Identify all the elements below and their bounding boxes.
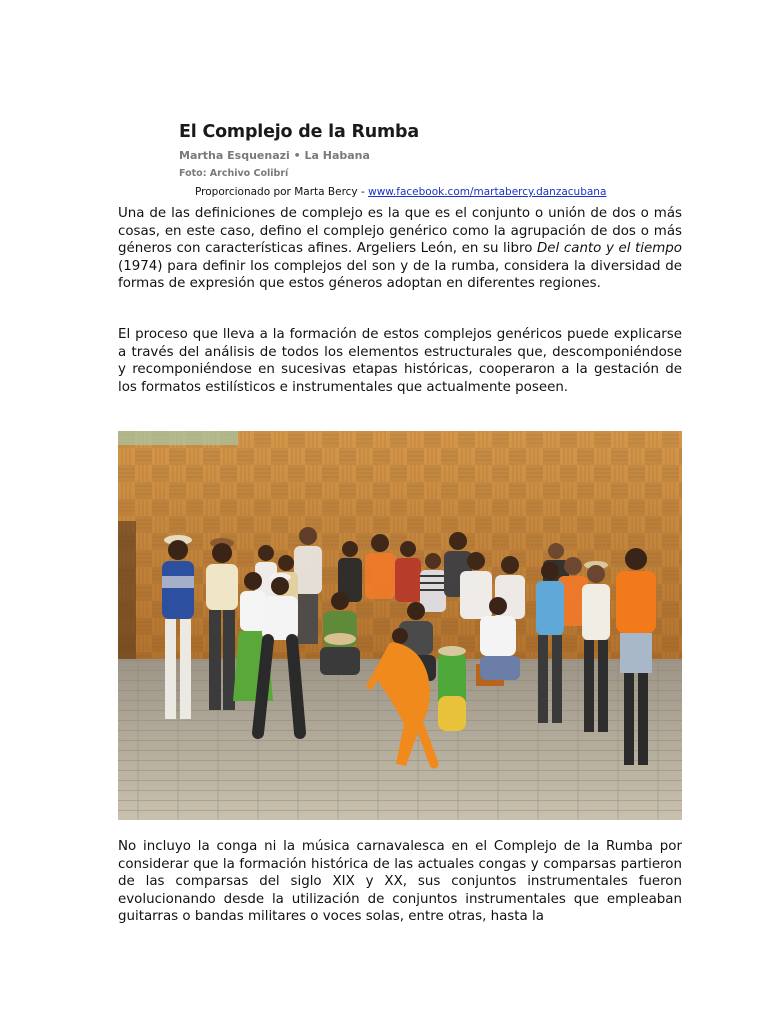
paragraph-3: No incluyo la conga ni la música carnavalesca en el Complejo de la Rumba por considerar que la formación histórica de las actuales congas y comparsas partieron de las comparsas del siglo XIX y XX, sus conjuntos instrumentales fueron evolucionando desde la utilización de conjuntos instrumentales que empleaban guitarras o bandas militares o voces solas, entre otras, hasta la xyxy=(118,839,682,924)
paragraph-1 xyxy=(118,205,682,293)
paragraph-2: El proceso que lleva a la formación de estos complejos genéricos puede explicarse a través del análisis de todos los elementos estructurales que, descomponiéndose y recomponiéndose en sucesivas etapas históricas, cooperaron a la gestación de los formatos estilísticos e instrumentales que actualmente poseen. xyxy=(118,327,682,395)
book-title: Del canto y el tiempo xyxy=(537,241,682,256)
article-title: El Complejo de la Rumba xyxy=(179,122,419,142)
group-photo-illustration xyxy=(118,431,682,820)
article-byline: Martha Esquenazi • La Habana xyxy=(179,149,370,162)
group-photo xyxy=(118,431,682,820)
photo-credit: Foto: Archivo Colibrí xyxy=(179,168,289,179)
facebook-link[interactable]: www.facebook.com/martabercy.danzacubana xyxy=(368,186,607,198)
provided-by-line xyxy=(195,186,606,198)
paragraph-1-text-b: (1974) para definir los complejos del son y de la rumba, considera la diversidad de formas de expresión que estos géneros adoptan en diferentes regiones. xyxy=(118,258,682,291)
provided-by-text: Proporcionado por Marta Bercy - xyxy=(195,186,369,198)
paragraph-1-text-a: Una de las definiciones de complejo es la que es el conjunto o unión de dos o más cosas, en este caso, defino el complejo genérico como la agrupación de dos o más géneros con características afines. Argeliers León, en su libro xyxy=(118,206,682,256)
